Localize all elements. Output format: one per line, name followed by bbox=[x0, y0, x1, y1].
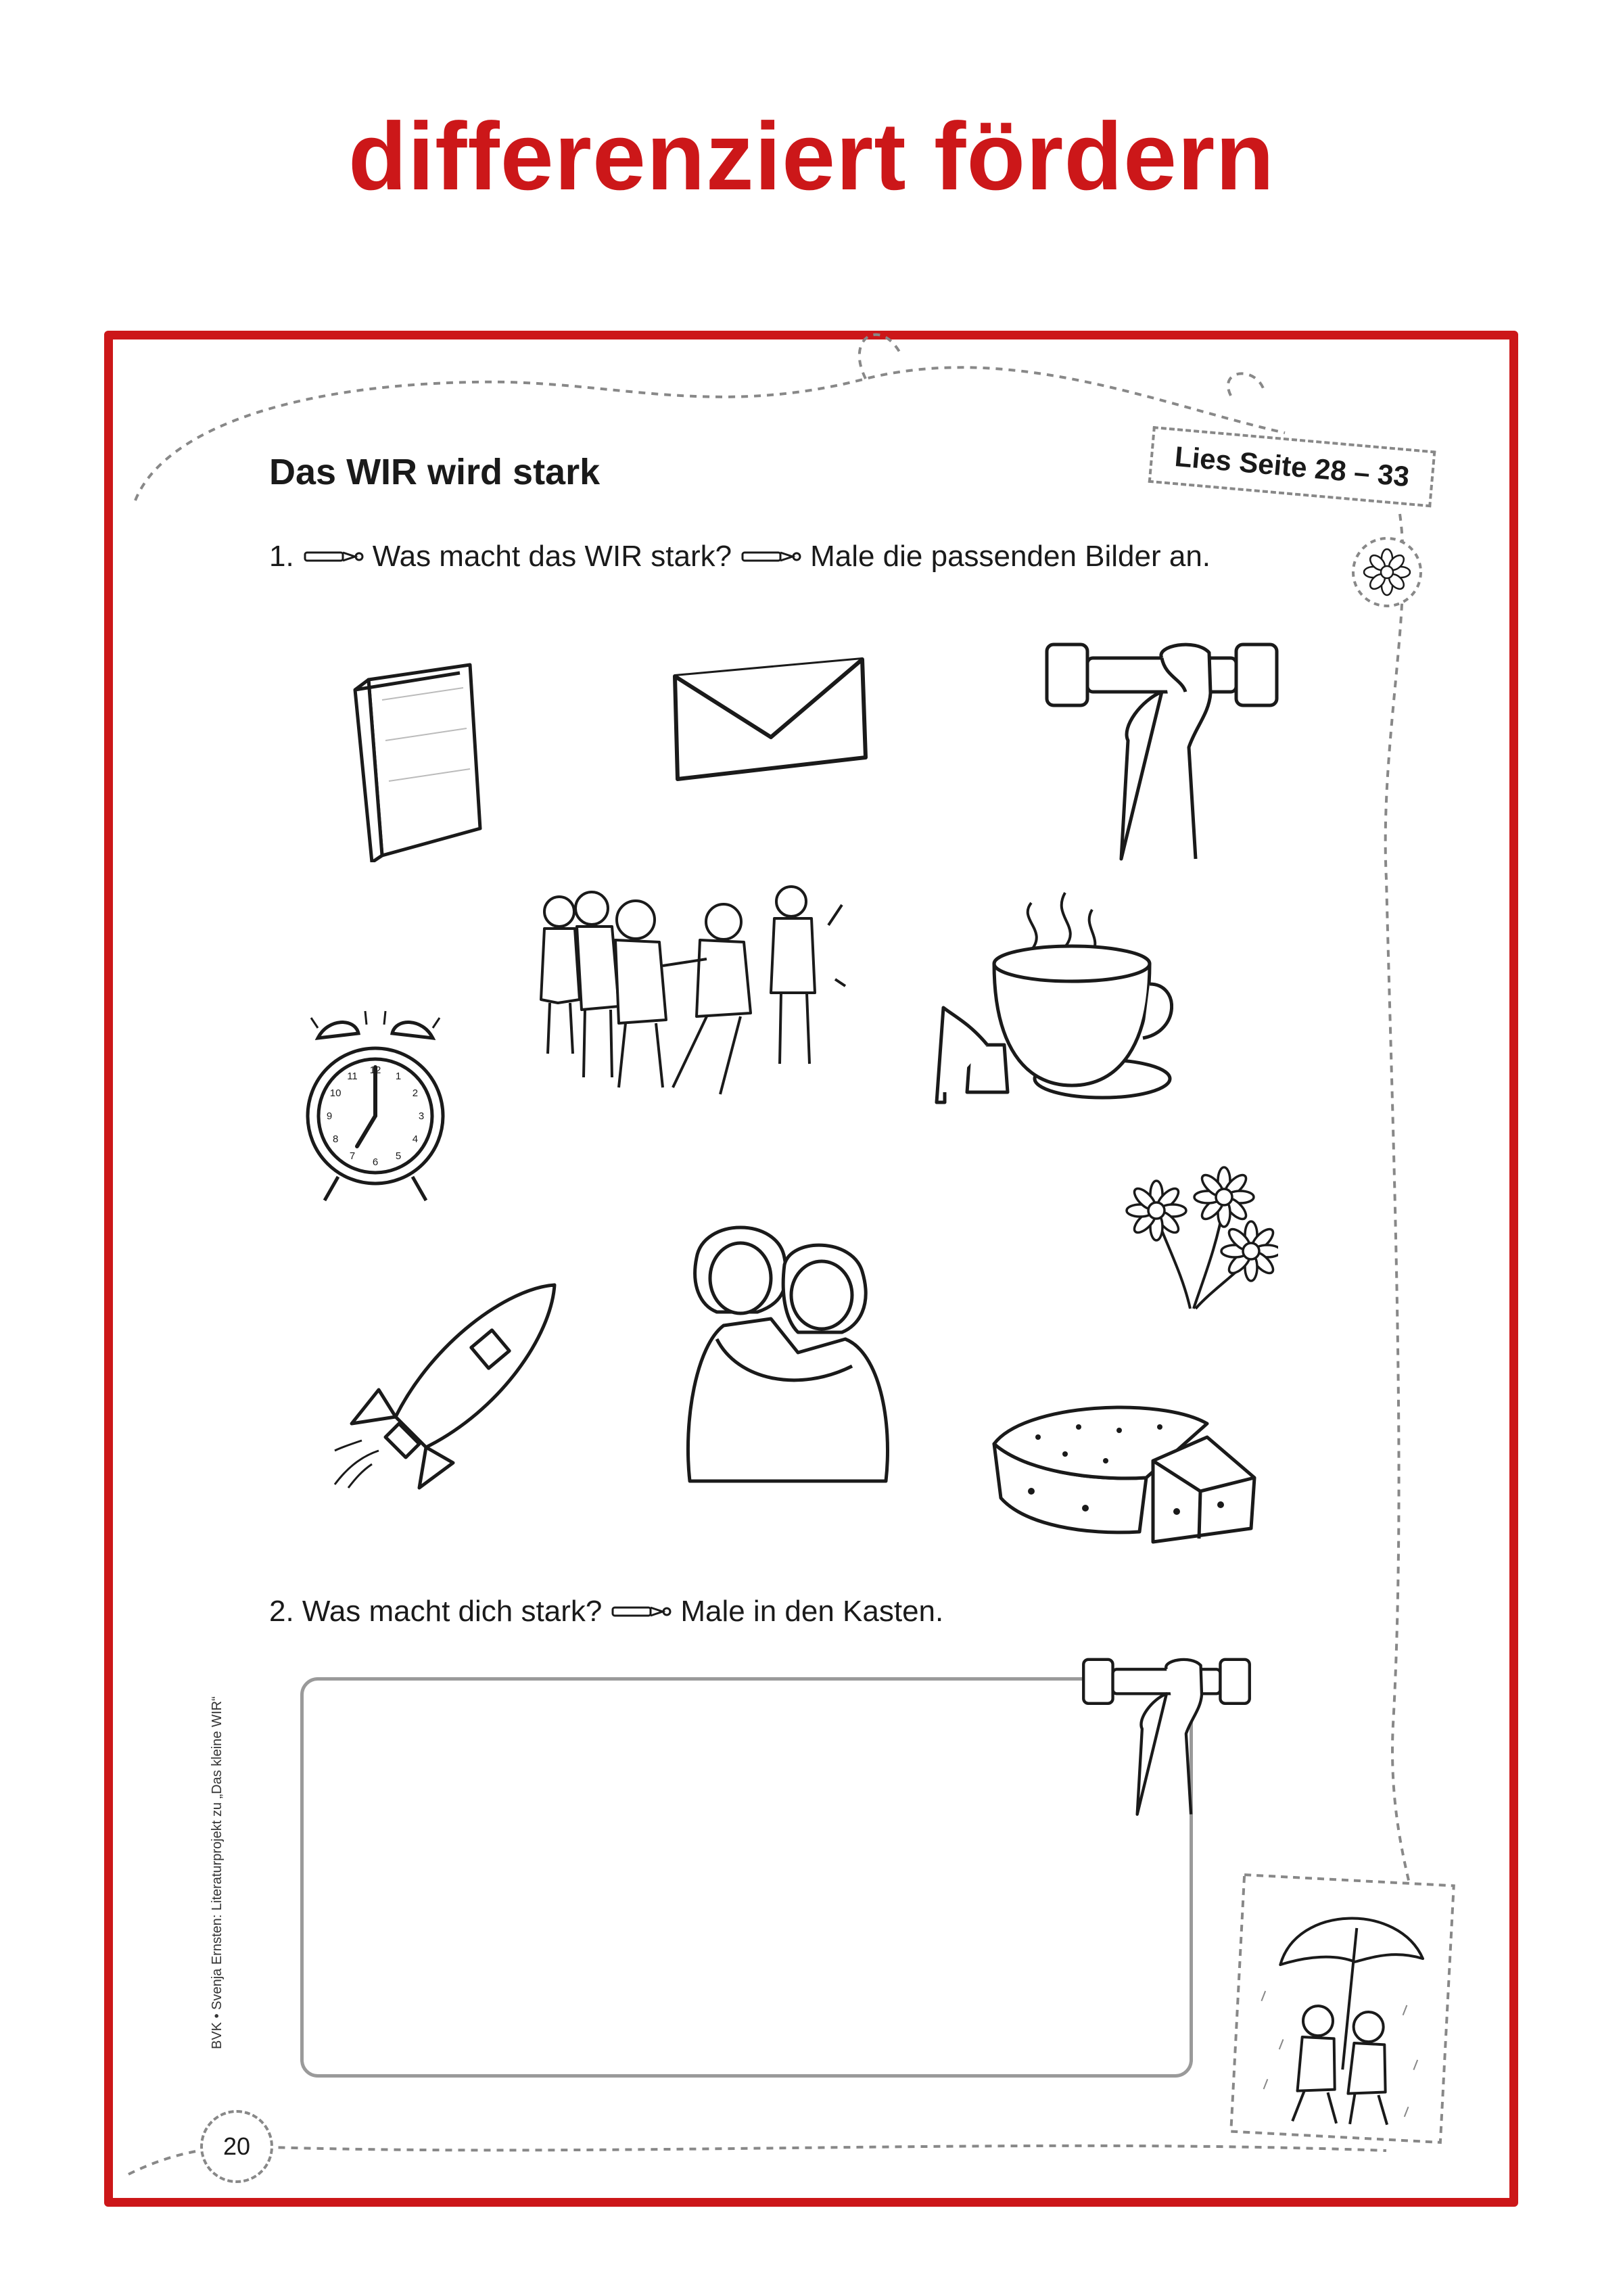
credit-line: BVK • Svenja Ernsten: Literaturprojekt zu „Das kleine WIR“ bbox=[210, 1696, 225, 2049]
umbrella-children-icon bbox=[1224, 1867, 1461, 2151]
task-2-question: 2. Was macht dich stark? bbox=[269, 1595, 603, 1628]
clock-numeral: 8 bbox=[332, 1133, 339, 1145]
task-1-number: 1. bbox=[269, 540, 294, 573]
task-1-question: Was macht das WIR stark? bbox=[372, 540, 732, 573]
banner-title: differenziert fördern bbox=[348, 103, 1275, 210]
clock-numeral: 6 bbox=[372, 1156, 379, 1168]
task-2 bbox=[269, 1595, 943, 1629]
tea-cup-icon bbox=[930, 889, 1173, 1116]
children-group-icon bbox=[517, 885, 849, 1101]
flower-center bbox=[1216, 1189, 1232, 1205]
page-number: 20 bbox=[200, 2110, 273, 2183]
task-1-instruction: Male die passenden Bilder an. bbox=[810, 540, 1211, 573]
clock-numeral: 9 bbox=[326, 1110, 333, 1122]
dumbbell-icon bbox=[1079, 1643, 1254, 1819]
dumbbell-icon bbox=[1040, 626, 1284, 862]
task-1 bbox=[269, 540, 1210, 573]
cake-icon bbox=[984, 1397, 1261, 1549]
flower-center bbox=[1148, 1202, 1165, 1219]
pencil-icon bbox=[302, 546, 364, 567]
alarm-clock-icon bbox=[298, 1008, 453, 1204]
clock-numeral: 11 bbox=[347, 1071, 358, 1083]
clock-numeral: 1 bbox=[395, 1071, 402, 1083]
clock-numeral: 3 bbox=[418, 1110, 425, 1122]
clock-numeral: 5 bbox=[395, 1150, 402, 1162]
pencil-icon bbox=[610, 1601, 672, 1622]
clock-numeral: 12 bbox=[369, 1064, 381, 1076]
flowers-icon bbox=[1109, 1163, 1278, 1312]
hugging-girls-icon bbox=[676, 1217, 899, 1488]
reading-tag: Lies Seite 28 – 33 bbox=[1148, 426, 1436, 507]
pencil-icon bbox=[740, 546, 802, 567]
worksheet-title: Das WIR wird stark bbox=[269, 452, 601, 492]
flower-badge-icon bbox=[1349, 534, 1425, 610]
clock-numeral: 7 bbox=[349, 1150, 356, 1162]
envelope-icon bbox=[669, 656, 872, 784]
drawing-box[interactable] bbox=[300, 1677, 1193, 2078]
flower-center bbox=[1243, 1243, 1259, 1259]
book-icon bbox=[342, 659, 490, 862]
rocket-icon bbox=[331, 1282, 561, 1491]
clock-numeral: 4 bbox=[412, 1133, 419, 1145]
clock-numeral: 10 bbox=[329, 1087, 342, 1099]
task-2-instruction: Male in den Kasten. bbox=[680, 1595, 944, 1628]
clock-numeral: 2 bbox=[412, 1087, 419, 1099]
